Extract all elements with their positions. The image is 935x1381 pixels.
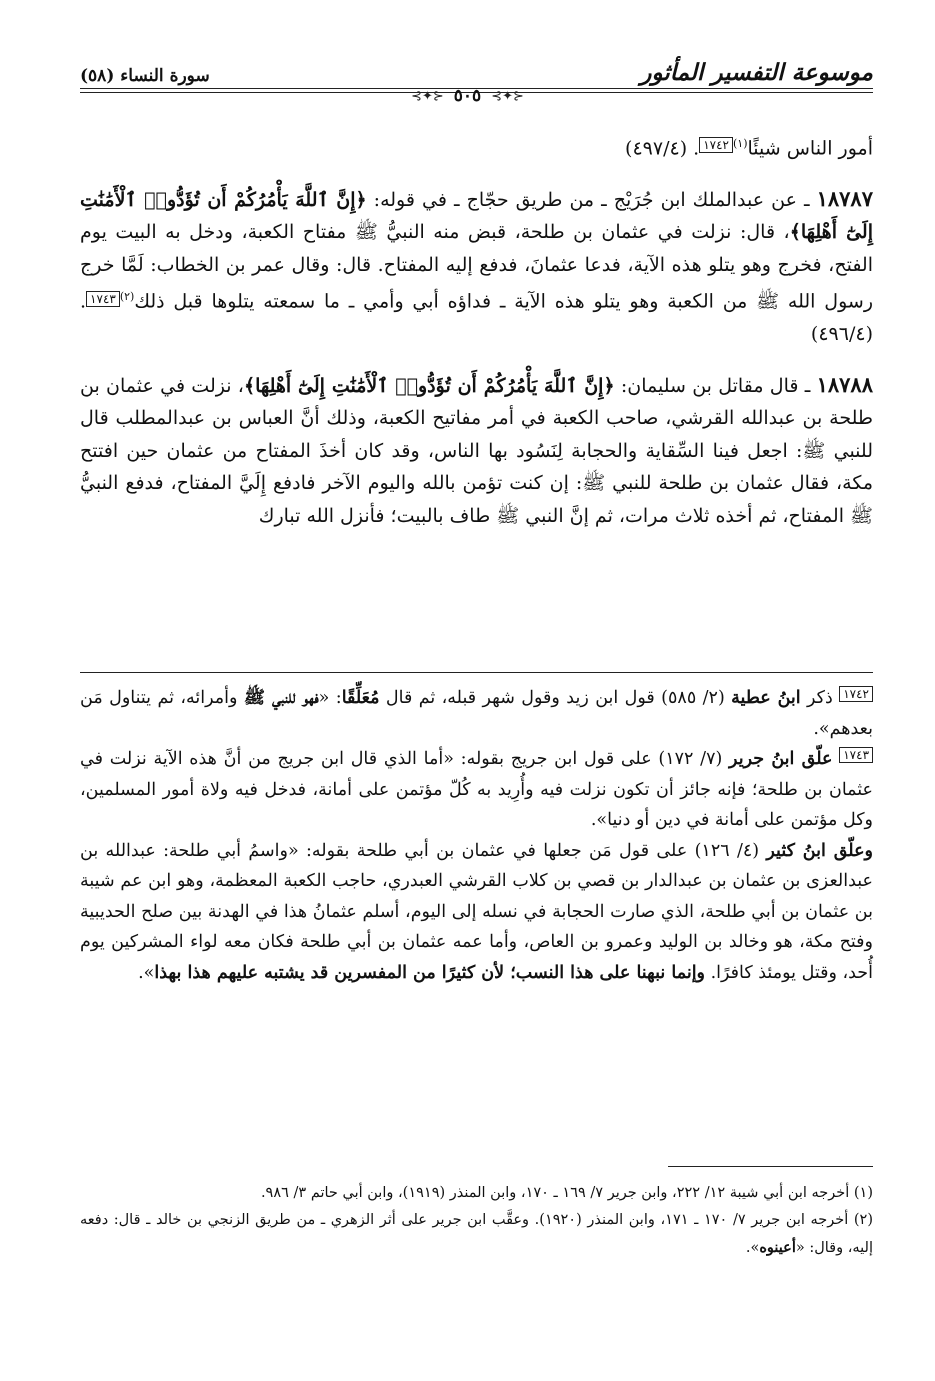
commentary-1742: ١٧٤٢ ذكر ابنُ عطية (٢/ ٥٨٥) قول ابن زيد وقول شهر قبله، ثم قال مُعَلِّقًا: «فهو للنبي ﷺ وأمرائه، ثم يتناول مَن بعدهم». — [80, 687, 873, 739]
quran-verse: ﴿إِنَّ ٱللَّهَ يَأْمُرُكُمْ أَن تُؤَدُّوا۟ ٱلْأَمَٰنَٰتِ إِلَىٰٓ أَهْلِهَا﴾ — [243, 374, 615, 397]
commentary-number: ١٧٤٣ — [839, 747, 873, 763]
narration-18788: ١٨٧٨٨ ـ قال مقاتل بن سليمان: ﴿إِنَّ ٱللَّهَ يَأْمُرُكُمْ أَن تُؤَدُّوا۟ ٱلْأَمَٰنَٰتِ إِلَىٰٓ أَهْلِهَا﴾، نزلت في عثمان بن طلحة بن عبدالله القرشي، صاحب الكعبة في أمر مفاتيح الكعبة، وذلك أنَّ العباس بن عبدالمطلب قال للنبي ﷺ: اجعل فينا السِّقاية والحجابة لِنَسُود بها الناس، وقد كان أخذَ المفتاح من عثمان حين افتتح مكة، فقال عثمان بن طلحة للنبي ﷺ: إن كنت تؤمن بالله واليوم الآخر فادفع إِلَيَّ المفتاح، فدفع النبيُّ ﷺ المفتاح، ثم أخذه ثلاث مرات، ثم إنَّ النبي ﷺ طاف بالبيت؛ فأنزل الله تبارك — [80, 371, 873, 527]
commentary-separator — [80, 672, 873, 673]
page-header — [80, 52, 873, 86]
footnote-1: (١) أخرجه ابن أبي شيبة ١٢/ ٢٢٢، وابن جرير ٧/ ١٦٩ ـ ١٧٠، وابن المنذر (١٩١٩)، وابن أبي حاتم ٣/ ٩٨٦. — [260, 1185, 873, 1201]
book-title: موسوعة التفسير المأثور — [640, 59, 873, 86]
ornament-icon: ⊰✦⊱ — [491, 88, 524, 104]
narration-number: ١٨٧٨٨ — [816, 371, 873, 397]
commentary-ibn-kathir: وعلّق ابنُ كثير (٤/ ١٢٦) على قول مَن جعلها في عثمان بن أبي طلحة بقوله: «واسمُ أبي طلحة: عبدالله بن عبدالعزى بن عثمان بن عبدالدار بن قصي بن كلاب القرشي العبدري، حاجب الكعبة المعظمة، وهو ابن عم شيبة بن عثمان بن أبي طلحة، الذي صارت الحجابة في نسله إلى اليوم، أسلم عثمانُ هذا في الهدنة بين صلح الحديبية وفتح مكة، هو وخالد بن الوليد وعمرو بن العاص، وأما عمه عثمان بن أبي طلحة فكان معه لواء المشركين يوم أُحد، وقتل يومئذ كافرًا. وإنما نبهنا على هذا النسب؛ لأن كثيرًا من المفسرين قد يشتبه عليهم هذا بهذا». — [80, 840, 873, 983]
commentary-notes — [80, 683, 873, 988]
commentary-ref-box: ١٧٤٢ — [699, 137, 733, 153]
footnotes — [80, 1180, 873, 1262]
ornament-icon: ⊰✦⊱ — [411, 88, 444, 104]
footnote-separator — [668, 1166, 873, 1167]
surah-label: سورة النساء (٥٨) — [80, 66, 210, 86]
narration-number: ١٨٧٨٧ — [816, 185, 873, 211]
footnote-ref: (٢) — [119, 290, 135, 304]
footnote-ref: (١) — [732, 137, 748, 150]
page-number: ٥٠٥ — [453, 86, 482, 106]
quran-verse: ﴿إِنَّ ٱللَّهَ يَأْمُرُكُمْ أَن تُؤَدُّوا۟ ٱلْأَمَٰنَٰتِ إِلَىٰٓ أَهْلِهَا﴾ — [80, 188, 873, 244]
commentary-ref-box: ١٧٤٣ — [86, 291, 120, 307]
commentary-1743: ١٧٤٣ علّق ابنُ جرير (٧/ ١٧٢) على قول ابن جريج بقوله: «أما الذي قال ابن جريج من أنَّ هذه الآية نزلت في عثمان بن طلحة؛ فإنه جائز أن تكون نزلت فيه وأُرِيد به كُلّ مؤتمن على أمانة، فدخل فيه ولاة أمور المسلمين، وكل مؤتمن على أمانة في دين أو دنيا». — [80, 748, 873, 830]
commentary-number: ١٧٤٢ — [839, 686, 873, 702]
page-number-row — [0, 86, 935, 106]
main-text — [80, 128, 873, 532]
paragraph-continuation: أمور الناس شيئًا$^{(١)}$١٧٤٢. (٤٩٧/٤) — [625, 137, 873, 160]
footnote-2: (٢) أخرجه ابن جرير ٧/ ١٧٠ ـ ١٧١، وابن المنذر (١٩٢٠). وعقَّب ابن جرير على أثر الزهري ـ من طريق الزنجي بن خالد ـ قال: دفعه إليه، وقال: «أعينوه». — [80, 1212, 873, 1256]
narration-18787: ١٨٧٨٧ ـ عن عبدالملك ابن جُرَيْج ـ من طريق حجّاج ـ في قوله: ﴿إِنَّ ٱللَّهَ يَأْمُرُكُمْ أَن تُؤَدُّوا۟ ٱلْأَمَٰنَٰتِ إِلَىٰٓ أَهْلِهَا﴾، قال: نزلت في عثمان بن طلحة، قبض منه النبيُّ ﷺ مفتاح الكعبة، ودخل به البيت يوم الفتح، فخرج وهو يتلو هذه الآية، فدعا عثمانَ، فدفع إليه المفتاح. قال: وقال عمر بن الخطاب: لَمَّا خرج رسول الله ﷺ من الكعبة وهو يتلو هذه الآية ـ فداؤه أبي وأمي ـ ما سمعته يتلوها قبل ذلك$^{(٢)}$١٧٤٣. (٤٩٦/٤) — [80, 185, 873, 346]
